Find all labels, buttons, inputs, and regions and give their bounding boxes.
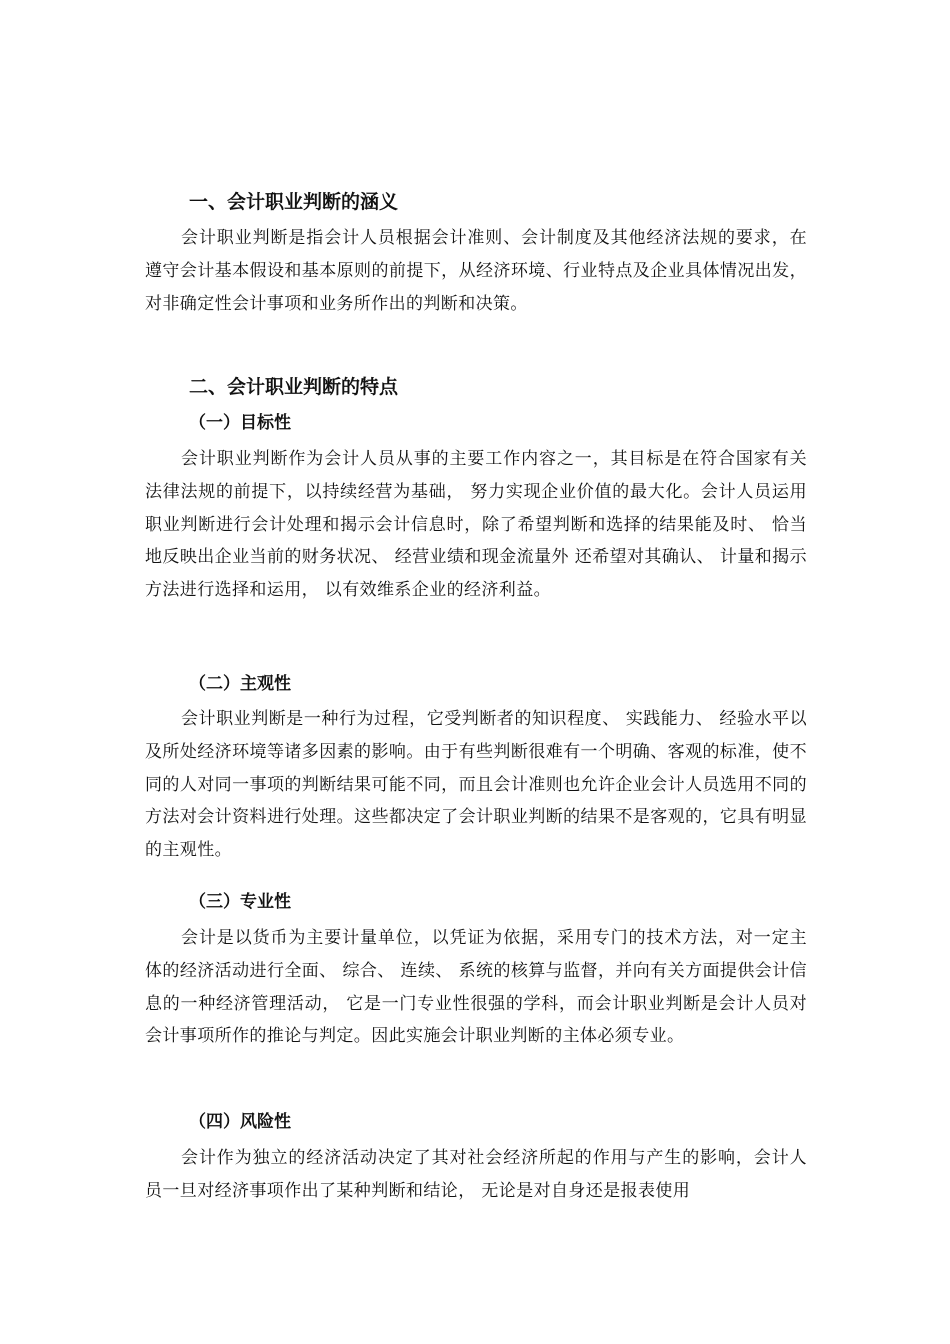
paragraph-professionalism: 会计是以货币为主要计量单位，以凭证为依据，采用专门的技术方法，对一定主体的经济活动进行全面、 综合、 连续、 系统的核算与监督，并向有关方面提供会计信息的一种经济管理活动， 它是一门专业性很强的学科，而会计职业判断是会计人员对会计事项所作的推论与判定。因此实施会计职业判断的主体必须专业。 — [145, 928, 807, 1047]
subsection-heading-professionalism: （三）专业性 — [189, 892, 291, 912]
section-heading-characteristics: 二、会计职业判断的特点 — [189, 376, 399, 398]
paragraph-subjectivity: 会计职业判断是一种行为过程，它受判断者的知识程度、 实践能力、 经验水平以及所处经济环境等诸多因素的影响。由于有些判断很难有一个明确、客观的标准，使不同的人对同一事项的判断结果可能不同，而且会计准则也允许企业会计人员选用不同的方法对会计资料进行处理。这些都决定了会计职业判断的结果不是客观的，它具有明显的主观性。 — [145, 709, 807, 861]
paragraph-objectivity: 会计职业判断作为会计人员从事的主要工作内容之一，其目标是在符合国家有关法律法规的前提下，以持续经营为基础， 努力实现企业价值的最大化。会计人员运用职业判断进行会计处理和揭示会计信息时，除了希望判断和选择的结果能及时、 恰当地反映出企业当前的财务状况、 经营业绩和现金流量外 还希望对其确认、 计量和揭示方法进行选择和运用， 以有效维系企业的经济利益。 — [145, 449, 807, 601]
paragraph-definition: 会计职业判断是指会计人员根据会计准则、会计制度及其他经济法规的要求，在遵守会计基本假设和基本原则的前提下，从经济环境、行业特点及企业具体情况出发，对非确定性会计事项和业务所作出的判断和决策。 — [145, 228, 807, 314]
subsection-heading-risk: （四）风险性 — [189, 1112, 291, 1132]
subsection-heading-subjectivity: （二）主观性 — [189, 674, 291, 694]
subsection-heading-objectivity: （一）目标性 — [189, 413, 291, 433]
section-heading-definition: 一、会计职业判断的涵义 — [189, 191, 399, 213]
paragraph-risk: 会计作为独立的经济活动决定了其对社会经济所起的作用与产生的影响，会计人员一旦对经济事项作出了某种判断和结论， 无论是对自身还是报表使用 — [145, 1148, 807, 1201]
